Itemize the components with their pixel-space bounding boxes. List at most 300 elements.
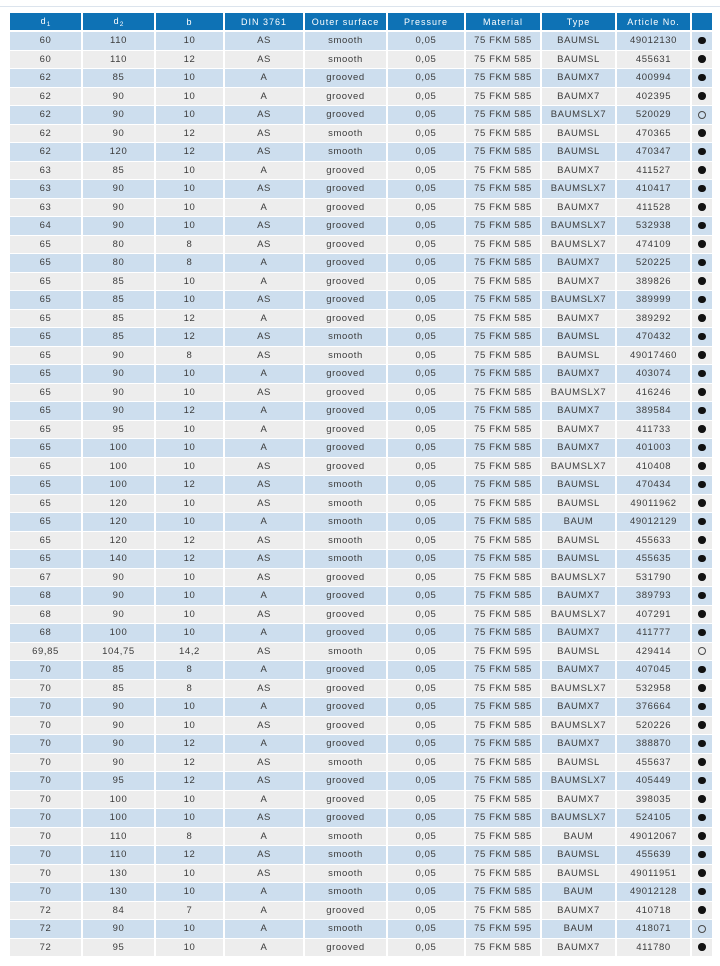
filled-circle-icon (698, 906, 706, 914)
cell-outer-surface: grooved (304, 661, 387, 680)
filled-circle-icon (698, 296, 706, 304)
cell-d1: 70 (10, 846, 82, 865)
cell-outer-surface: smooth (304, 31, 387, 50)
cell-type: BAUMX7 (541, 272, 616, 291)
cell-d1: 70 (10, 661, 82, 680)
cell-availability (691, 698, 712, 717)
cell-article-no: 398035 (616, 790, 691, 809)
cell-b: 10 (155, 87, 224, 106)
cell-article-no: 49012129 (616, 513, 691, 532)
filled-circle-icon (698, 832, 706, 840)
column-header-availability (691, 13, 712, 31)
cell-type: BAUMX7 (541, 402, 616, 421)
cell-b: 14,2 (155, 642, 224, 661)
cell-d1: 63 (10, 180, 82, 199)
cell-outer-surface: grooved (304, 254, 387, 273)
cell-material: 75 FKM 585 (465, 272, 541, 291)
cell-article-no: 405449 (616, 772, 691, 791)
cell-outer-surface: grooved (304, 272, 387, 291)
cell-b: 10 (155, 587, 224, 606)
column-header-label: d (40, 15, 47, 26)
cell-availability (691, 846, 712, 865)
table-row (10, 180, 712, 199)
cell-b: 10 (155, 568, 224, 587)
filled-circle-icon (698, 92, 706, 100)
cell-d2: 90 (82, 735, 155, 754)
filled-circle-icon (698, 814, 706, 822)
cell-d1: 70 (10, 753, 82, 772)
cell-din: AS (224, 864, 304, 883)
filled-circle-icon (698, 869, 706, 877)
cell-d2: 100 (82, 790, 155, 809)
table-row (10, 457, 712, 476)
cell-d2: 85 (82, 661, 155, 680)
cell-din: AS (224, 494, 304, 513)
cell-material: 75 FKM 585 (465, 716, 541, 735)
cell-d1: 65 (10, 457, 82, 476)
cell-type: BAUMSLX7 (541, 235, 616, 254)
cell-type: BAUMX7 (541, 790, 616, 809)
cell-material: 75 FKM 585 (465, 402, 541, 421)
cell-d2: 90 (82, 180, 155, 199)
filled-circle-icon (698, 37, 706, 45)
cell-availability (691, 254, 712, 273)
column-header-label: Article No. (627, 16, 680, 27)
cell-availability (691, 365, 712, 384)
cell-type: BAUMSLX7 (541, 217, 616, 236)
cell-d2: 95 (82, 772, 155, 791)
cell-din: AS (224, 31, 304, 50)
filled-circle-icon (698, 462, 706, 470)
cell-din: AS (224, 679, 304, 698)
cell-pressure: 0,05 (387, 716, 465, 735)
cell-type: BAUMSLX7 (541, 605, 616, 624)
cell-d1: 60 (10, 31, 82, 50)
cell-availability (691, 735, 712, 754)
cell-outer-surface: grooved (304, 587, 387, 606)
cell-d1: 62 (10, 69, 82, 88)
cell-d2: 90 (82, 365, 155, 384)
cell-outer-surface: grooved (304, 69, 387, 88)
cell-article-no: 389292 (616, 309, 691, 328)
table-row (10, 938, 712, 957)
hollow-circle-icon (698, 925, 706, 933)
cell-type: BAUMSLX7 (541, 716, 616, 735)
cell-pressure: 0,05 (387, 494, 465, 513)
cell-material: 75 FKM 585 (465, 624, 541, 643)
cell-d1: 70 (10, 698, 82, 717)
cell-din: AS (224, 605, 304, 624)
cell-d1: 65 (10, 531, 82, 550)
table-row (10, 494, 712, 513)
cell-article-no: 455631 (616, 50, 691, 69)
cell-type: BAUMX7 (541, 69, 616, 88)
cell-d2: 90 (82, 87, 155, 106)
cell-availability (691, 568, 712, 587)
cell-availability (691, 69, 712, 88)
cell-b: 10 (155, 809, 224, 828)
filled-circle-icon (698, 425, 706, 433)
cell-din: A (224, 272, 304, 291)
cell-article-no: 455633 (616, 531, 691, 550)
cell-article-no: 403074 (616, 365, 691, 384)
cell-d1: 65 (10, 494, 82, 513)
filled-circle-icon (698, 721, 706, 729)
cell-material: 75 FKM 585 (465, 827, 541, 846)
cell-article-no: 411777 (616, 624, 691, 643)
cell-d2: 110 (82, 846, 155, 865)
table-row (10, 50, 712, 69)
cell-outer-surface: grooved (304, 309, 387, 328)
cell-type: BAUM (541, 827, 616, 846)
cell-din: AS (224, 180, 304, 199)
cell-outer-surface: grooved (304, 679, 387, 698)
cell-type: BAUMSL (541, 143, 616, 162)
cell-pressure: 0,05 (387, 827, 465, 846)
filled-circle-icon (698, 703, 706, 711)
cell-pressure: 0,05 (387, 309, 465, 328)
table-row (10, 198, 712, 217)
filled-circle-icon (698, 185, 706, 193)
cell-outer-surface: smooth (304, 143, 387, 162)
cell-pressure: 0,05 (387, 217, 465, 236)
cell-d2: 85 (82, 161, 155, 180)
cell-d1: 68 (10, 587, 82, 606)
table-row (10, 827, 712, 846)
table-header-row (10, 13, 712, 31)
cell-b: 10 (155, 272, 224, 291)
cell-d1: 62 (10, 106, 82, 125)
column-header-din (224, 13, 304, 31)
cell-d2: 95 (82, 938, 155, 957)
cell-d2: 95 (82, 420, 155, 439)
cell-availability (691, 402, 712, 421)
cell-article-no: 470365 (616, 124, 691, 143)
cell-d2: 130 (82, 883, 155, 902)
cell-material: 75 FKM 585 (465, 180, 541, 199)
cell-din: AS (224, 383, 304, 402)
cell-pressure: 0,05 (387, 31, 465, 50)
cell-material: 75 FKM 585 (465, 513, 541, 532)
cell-din: A (224, 920, 304, 939)
cell-material: 75 FKM 585 (465, 457, 541, 476)
filled-circle-icon (698, 629, 706, 637)
cell-d1: 70 (10, 716, 82, 735)
cell-pressure: 0,05 (387, 346, 465, 365)
cell-pressure: 0,05 (387, 124, 465, 143)
table-row (10, 920, 712, 939)
cell-pressure: 0,05 (387, 272, 465, 291)
cell-pressure: 0,05 (387, 790, 465, 809)
cell-pressure: 0,05 (387, 698, 465, 717)
table-row (10, 809, 712, 828)
cell-article-no: 388870 (616, 735, 691, 754)
cell-availability (691, 920, 712, 939)
filled-circle-icon (698, 684, 706, 692)
cell-outer-surface: grooved (304, 365, 387, 384)
column-header-outer-surface (304, 13, 387, 31)
cell-b: 10 (155, 365, 224, 384)
filled-circle-icon (698, 481, 706, 489)
cell-availability (691, 883, 712, 902)
filled-circle-icon (698, 240, 706, 248)
cell-article-no: 470432 (616, 328, 691, 347)
cell-d1: 70 (10, 679, 82, 698)
cell-material: 75 FKM 585 (465, 753, 541, 772)
cell-article-no: 470347 (616, 143, 691, 162)
cell-b: 10 (155, 217, 224, 236)
cell-b: 8 (155, 679, 224, 698)
cell-availability (691, 383, 712, 402)
column-header-label: b (186, 16, 193, 27)
cell-pressure: 0,05 (387, 883, 465, 902)
cell-d2: 140 (82, 550, 155, 569)
cell-b: 8 (155, 661, 224, 680)
cell-article-no: 389584 (616, 402, 691, 421)
table-row (10, 550, 712, 569)
cell-din: AS (224, 291, 304, 310)
filled-circle-icon (698, 259, 706, 267)
cell-outer-surface: grooved (304, 457, 387, 476)
cell-din: AS (224, 143, 304, 162)
cell-d1: 65 (10, 513, 82, 532)
cell-outer-surface: smooth (304, 494, 387, 513)
cell-b: 10 (155, 161, 224, 180)
cell-outer-surface: smooth (304, 642, 387, 661)
cell-article-no: 532958 (616, 679, 691, 698)
cell-pressure: 0,05 (387, 550, 465, 569)
cell-d2: 100 (82, 809, 155, 828)
table-row (10, 772, 712, 791)
column-header-subscript: 2 (119, 20, 124, 28)
table-row (10, 402, 712, 421)
cell-pressure: 0,05 (387, 809, 465, 828)
cell-pressure: 0,05 (387, 864, 465, 883)
filled-circle-icon (698, 943, 706, 951)
cell-d1: 65 (10, 439, 82, 458)
cell-article-no: 470434 (616, 476, 691, 495)
table-row (10, 31, 712, 50)
cell-availability (691, 901, 712, 920)
cell-d1: 68 (10, 624, 82, 643)
cell-availability (691, 531, 712, 550)
hollow-circle-icon (698, 647, 706, 655)
cell-d2: 85 (82, 328, 155, 347)
cell-din: A (224, 883, 304, 902)
cell-din: A (224, 735, 304, 754)
cell-material: 75 FKM 585 (465, 420, 541, 439)
cell-outer-surface: grooved (304, 383, 387, 402)
cell-d1: 72 (10, 920, 82, 939)
cell-b: 12 (155, 124, 224, 143)
cell-b: 12 (155, 309, 224, 328)
cell-material: 75 FKM 585 (465, 476, 541, 495)
cell-d1: 65 (10, 383, 82, 402)
cell-b: 10 (155, 106, 224, 125)
cell-b: 12 (155, 846, 224, 865)
cell-din: AS (224, 531, 304, 550)
cell-article-no: 416246 (616, 383, 691, 402)
cell-pressure: 0,05 (387, 328, 465, 347)
cell-outer-surface: smooth (304, 827, 387, 846)
cell-d1: 65 (10, 328, 82, 347)
filled-circle-icon (698, 518, 706, 526)
cell-d1: 70 (10, 735, 82, 754)
cell-outer-surface: smooth (304, 513, 387, 532)
filled-circle-icon (698, 536, 706, 544)
column-header-d1 (10, 13, 82, 31)
cell-article-no: 410408 (616, 457, 691, 476)
table-row (10, 735, 712, 754)
cell-material: 75 FKM 585 (465, 772, 541, 791)
cell-d2: 90 (82, 106, 155, 125)
cell-article-no: 401003 (616, 439, 691, 458)
cell-type: BAUMSL (541, 124, 616, 143)
filled-circle-icon (698, 388, 706, 396)
cell-b: 8 (155, 346, 224, 365)
cell-din: AS (224, 809, 304, 828)
cell-d1: 72 (10, 938, 82, 957)
cell-type: BAUMSL (541, 642, 616, 661)
cell-din: A (224, 254, 304, 273)
cell-availability (691, 217, 712, 236)
table-row (10, 272, 712, 291)
cell-outer-surface: grooved (304, 180, 387, 199)
cell-type: BAUMSLX7 (541, 772, 616, 791)
table-row (10, 420, 712, 439)
cell-din: AS (224, 346, 304, 365)
cell-d2: 90 (82, 346, 155, 365)
cell-din: A (224, 938, 304, 957)
cell-type: BAUMX7 (541, 161, 616, 180)
cell-pressure: 0,05 (387, 254, 465, 273)
cell-availability (691, 864, 712, 883)
cell-din: A (224, 513, 304, 532)
cell-material: 75 FKM 585 (465, 809, 541, 828)
filled-circle-icon (698, 407, 706, 415)
cell-availability (691, 106, 712, 125)
filled-circle-icon (698, 795, 706, 803)
table-row (10, 328, 712, 347)
cell-pressure: 0,05 (387, 180, 465, 199)
cell-article-no: 429414 (616, 642, 691, 661)
cell-article-no: 455637 (616, 753, 691, 772)
cell-type: BAUMSLX7 (541, 568, 616, 587)
cell-material: 75 FKM 585 (465, 883, 541, 902)
cell-material: 75 FKM 595 (465, 642, 541, 661)
cell-type: BAUMX7 (541, 735, 616, 754)
table-row (10, 161, 712, 180)
cell-article-no: 531790 (616, 568, 691, 587)
cell-availability (691, 272, 712, 291)
cell-type: BAUMX7 (541, 198, 616, 217)
cell-din: AS (224, 716, 304, 735)
cell-article-no: 524105 (616, 809, 691, 828)
cell-b: 10 (155, 457, 224, 476)
cell-availability (691, 476, 712, 495)
cell-d1: 70 (10, 790, 82, 809)
filled-circle-icon (698, 370, 706, 378)
cell-type: BAUMSL (541, 476, 616, 495)
cell-outer-surface: grooved (304, 235, 387, 254)
filled-circle-icon (698, 666, 706, 674)
filled-circle-icon (698, 499, 706, 507)
cell-din: A (224, 790, 304, 809)
table-row (10, 883, 712, 902)
cell-pressure: 0,05 (387, 106, 465, 125)
cell-din: A (224, 198, 304, 217)
cell-b: 10 (155, 790, 224, 809)
cell-material: 75 FKM 585 (465, 550, 541, 569)
cell-material: 75 FKM 585 (465, 106, 541, 125)
filled-circle-icon (698, 592, 706, 600)
cell-material: 75 FKM 585 (465, 328, 541, 347)
cell-type: BAUMX7 (541, 587, 616, 606)
cell-material: 75 FKM 585 (465, 790, 541, 809)
table-row (10, 901, 712, 920)
filled-circle-icon (698, 277, 706, 285)
table-row (10, 753, 712, 772)
cell-outer-surface: grooved (304, 901, 387, 920)
cell-d2: 100 (82, 476, 155, 495)
cell-pressure: 0,05 (387, 87, 465, 106)
filled-circle-icon (698, 444, 706, 452)
cell-d2: 90 (82, 124, 155, 143)
cell-availability (691, 161, 712, 180)
cell-d1: 65 (10, 291, 82, 310)
cell-type: BAUMSL (541, 50, 616, 69)
cell-outer-surface: smooth (304, 883, 387, 902)
cell-availability (691, 772, 712, 791)
cell-d1: 65 (10, 420, 82, 439)
cell-din: A (224, 624, 304, 643)
cell-type: BAUMSLX7 (541, 383, 616, 402)
filled-circle-icon (698, 203, 706, 211)
cell-article-no: 376664 (616, 698, 691, 717)
cell-b: 8 (155, 827, 224, 846)
cell-article-no: 389826 (616, 272, 691, 291)
cell-d1: 60 (10, 50, 82, 69)
filled-circle-icon (698, 758, 706, 766)
cell-article-no: 520226 (616, 716, 691, 735)
table-row (10, 106, 712, 125)
cell-pressure: 0,05 (387, 587, 465, 606)
cell-pressure: 0,05 (387, 513, 465, 532)
cell-type: BAUMSLX7 (541, 106, 616, 125)
cell-type: BAUMSL (541, 531, 616, 550)
cell-pressure: 0,05 (387, 901, 465, 920)
cell-article-no: 520225 (616, 254, 691, 273)
cell-type: BAUMX7 (541, 439, 616, 458)
cell-material: 75 FKM 585 (465, 143, 541, 162)
cell-d2: 110 (82, 827, 155, 846)
cell-availability (691, 87, 712, 106)
cell-availability (691, 624, 712, 643)
cell-availability (691, 587, 712, 606)
cell-type: BAUMSL (541, 864, 616, 883)
cell-pressure: 0,05 (387, 457, 465, 476)
cell-din: AS (224, 328, 304, 347)
cell-article-no: 389793 (616, 587, 691, 606)
cell-outer-surface: grooved (304, 87, 387, 106)
column-header-label: Material (482, 16, 523, 27)
cell-b: 12 (155, 753, 224, 772)
column-header-label: Type (566, 16, 591, 27)
cell-b: 10 (155, 920, 224, 939)
catalog-page (0, 6, 720, 957)
cell-article-no: 402395 (616, 87, 691, 106)
cell-din: AS (224, 846, 304, 865)
